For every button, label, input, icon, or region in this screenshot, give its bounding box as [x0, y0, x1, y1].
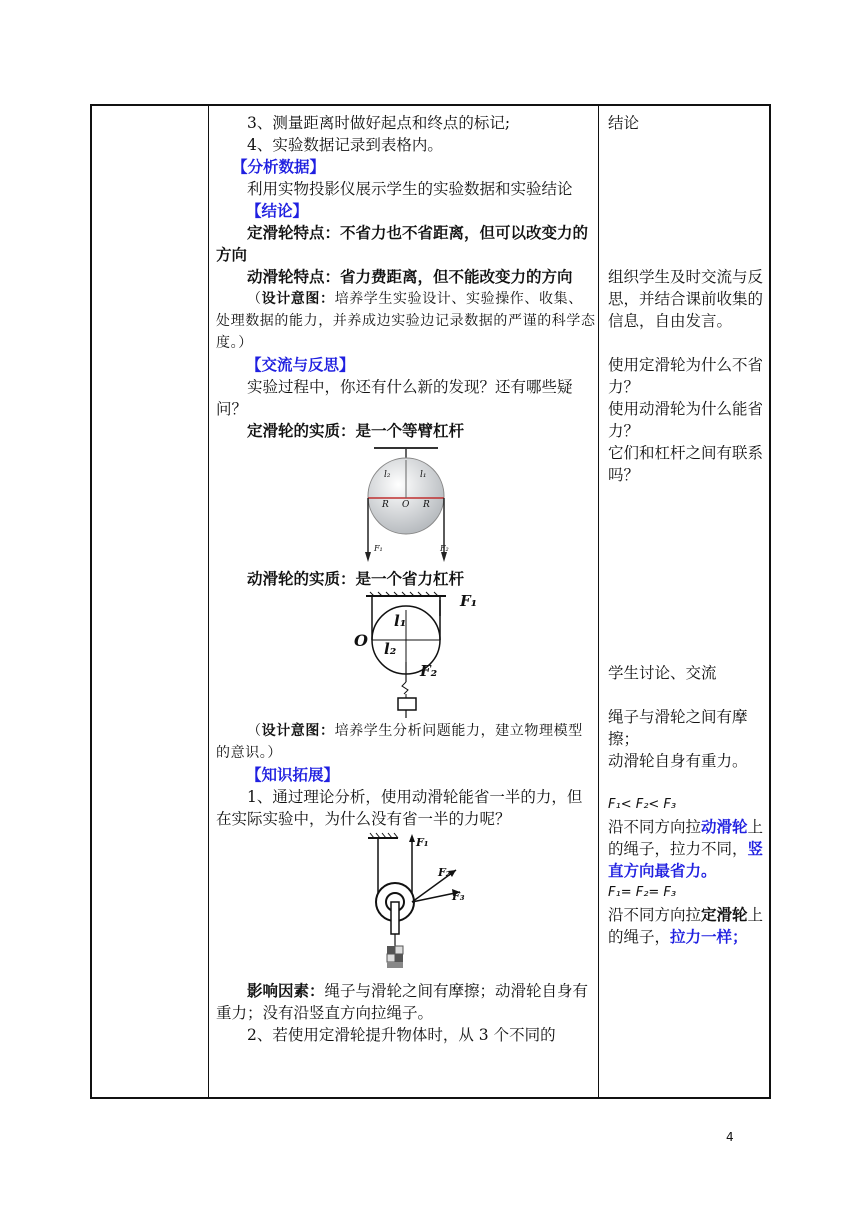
table-bottom-border — [90, 1097, 771, 1099]
movable-pulley-figure — [216, 590, 596, 720]
design-intent-2: （设计意图：培养学生分析问题能力，建立物理模型的意识。） — [216, 723, 583, 761]
step-4: 4、实验数据记录到表格内。 — [247, 136, 443, 154]
fixed-pulley-essence: 定滑轮的实质：是一个等臂杠杆 — [247, 421, 465, 440]
table-right-border — [769, 104, 771, 1099]
fig3-f2-label: F₂ — [438, 866, 451, 879]
fig2-l1-label: l₁ — [394, 612, 407, 630]
step-3: 3、测量距离时做好起点和终点的标记; — [247, 114, 511, 132]
fig2-f1-label: F₁ — [460, 592, 478, 610]
table-top-border — [90, 104, 771, 106]
right-organize: 组织学生及时交流与反思，并结合课前收集的信息，自由发言。 — [608, 268, 764, 330]
fig1-o-label: O — [402, 500, 410, 510]
right-discuss: 学生讨论、交流 — [608, 664, 717, 682]
right-movable-pull: 沿不同方向拉动滑轮上的绳子，拉力不同，竖直方向最省力。 — [608, 817, 764, 880]
right-q-lever: 它们和杠杆之间有联系吗？ — [608, 444, 764, 484]
pull-direction-figure — [216, 830, 596, 980]
teaching-content-column — [216, 112, 596, 1046]
heading-extension: 【知识拓展】 — [246, 765, 340, 784]
fig1-r-left-label: R — [382, 500, 389, 510]
movable-pulley-feature: 动滑轮特点：省力费距离，但不能改变力的方向 — [247, 267, 573, 286]
right-friction: 绳子与滑轮之间有摩擦； — [608, 708, 748, 748]
fig1-f2-label: F₂ — [440, 544, 449, 553]
influence-factors: 影响因素：绳子与滑轮之间有摩擦；动滑轮自身有重力；没有沿竖直方向拉绳子。 — [216, 981, 589, 1022]
fig2-o-label: O — [354, 631, 368, 650]
question-2: 2、若使用定滑轮提升物体时，从 3 个不同的 — [247, 1026, 556, 1044]
heading-conclusion: 【结论】 — [246, 201, 309, 220]
fig1-l1-label: l₁ — [420, 470, 427, 480]
student-activity-column — [608, 112, 766, 948]
question-1: 1、通过理论分析，使用动滑轮能省一半的力，但在实际实验中，为什么没有省一半的力呢？ — [216, 788, 583, 828]
heading-analysis: 【分析数据】 — [232, 157, 326, 176]
fig3-f3-label: F₃ — [452, 890, 465, 903]
right-equality: F₁= F₂= F₃ — [608, 885, 677, 900]
table-divider-2 — [598, 104, 599, 1099]
design-intent-1: （设计意图：培养学生实验设计、实验操作、收集、处理数据的能力，并养成边实验边记录数据的严谨的科学态度。） — [216, 291, 596, 351]
fig3-f1-label: F₁ — [416, 836, 429, 849]
fig2-l2-label: l₂ — [384, 640, 397, 658]
movable-pulley-essence: 动滑轮的实质：是一个省力杠杆 — [247, 569, 465, 588]
page-number: 4 — [726, 1130, 734, 1144]
right-q-movable: 使用动滑轮为什么能省力？ — [608, 400, 764, 440]
fig2-f2-label: F₂ — [420, 662, 438, 680]
right-inequality: F₁< F₂< F₃ — [608, 797, 677, 812]
right-fixed-pull: 沿不同方向拉定滑轮上的绳子，拉力一样； — [608, 905, 764, 946]
analysis-text: 利用实物投影仪展示学生的实验数据和实验结论 — [247, 180, 573, 198]
heading-exchange: 【交流与反思】 — [246, 355, 355, 374]
table-divider-1 — [208, 104, 209, 1099]
fig1-l2-label: l₂ — [384, 470, 391, 480]
fixed-pulley-feature: 定滑轮特点：不省力也不省距离，但可以改变力的方向 — [216, 223, 589, 264]
right-q-fixed: 使用定滑轮为什么不省力？ — [608, 356, 764, 396]
exchange-text: 实验过程中，你还有什么新的发现？还有哪些疑问？ — [216, 378, 573, 418]
right-weight: 动滑轮自身有重力。 — [608, 752, 748, 770]
fixed-pulley-figure — [216, 442, 596, 568]
fig1-f1-label: F₁ — [374, 544, 383, 553]
table-left-border — [90, 104, 92, 1099]
fig1-r-right-label: R — [423, 500, 430, 510]
right-conclusion: 结论 — [608, 114, 640, 132]
